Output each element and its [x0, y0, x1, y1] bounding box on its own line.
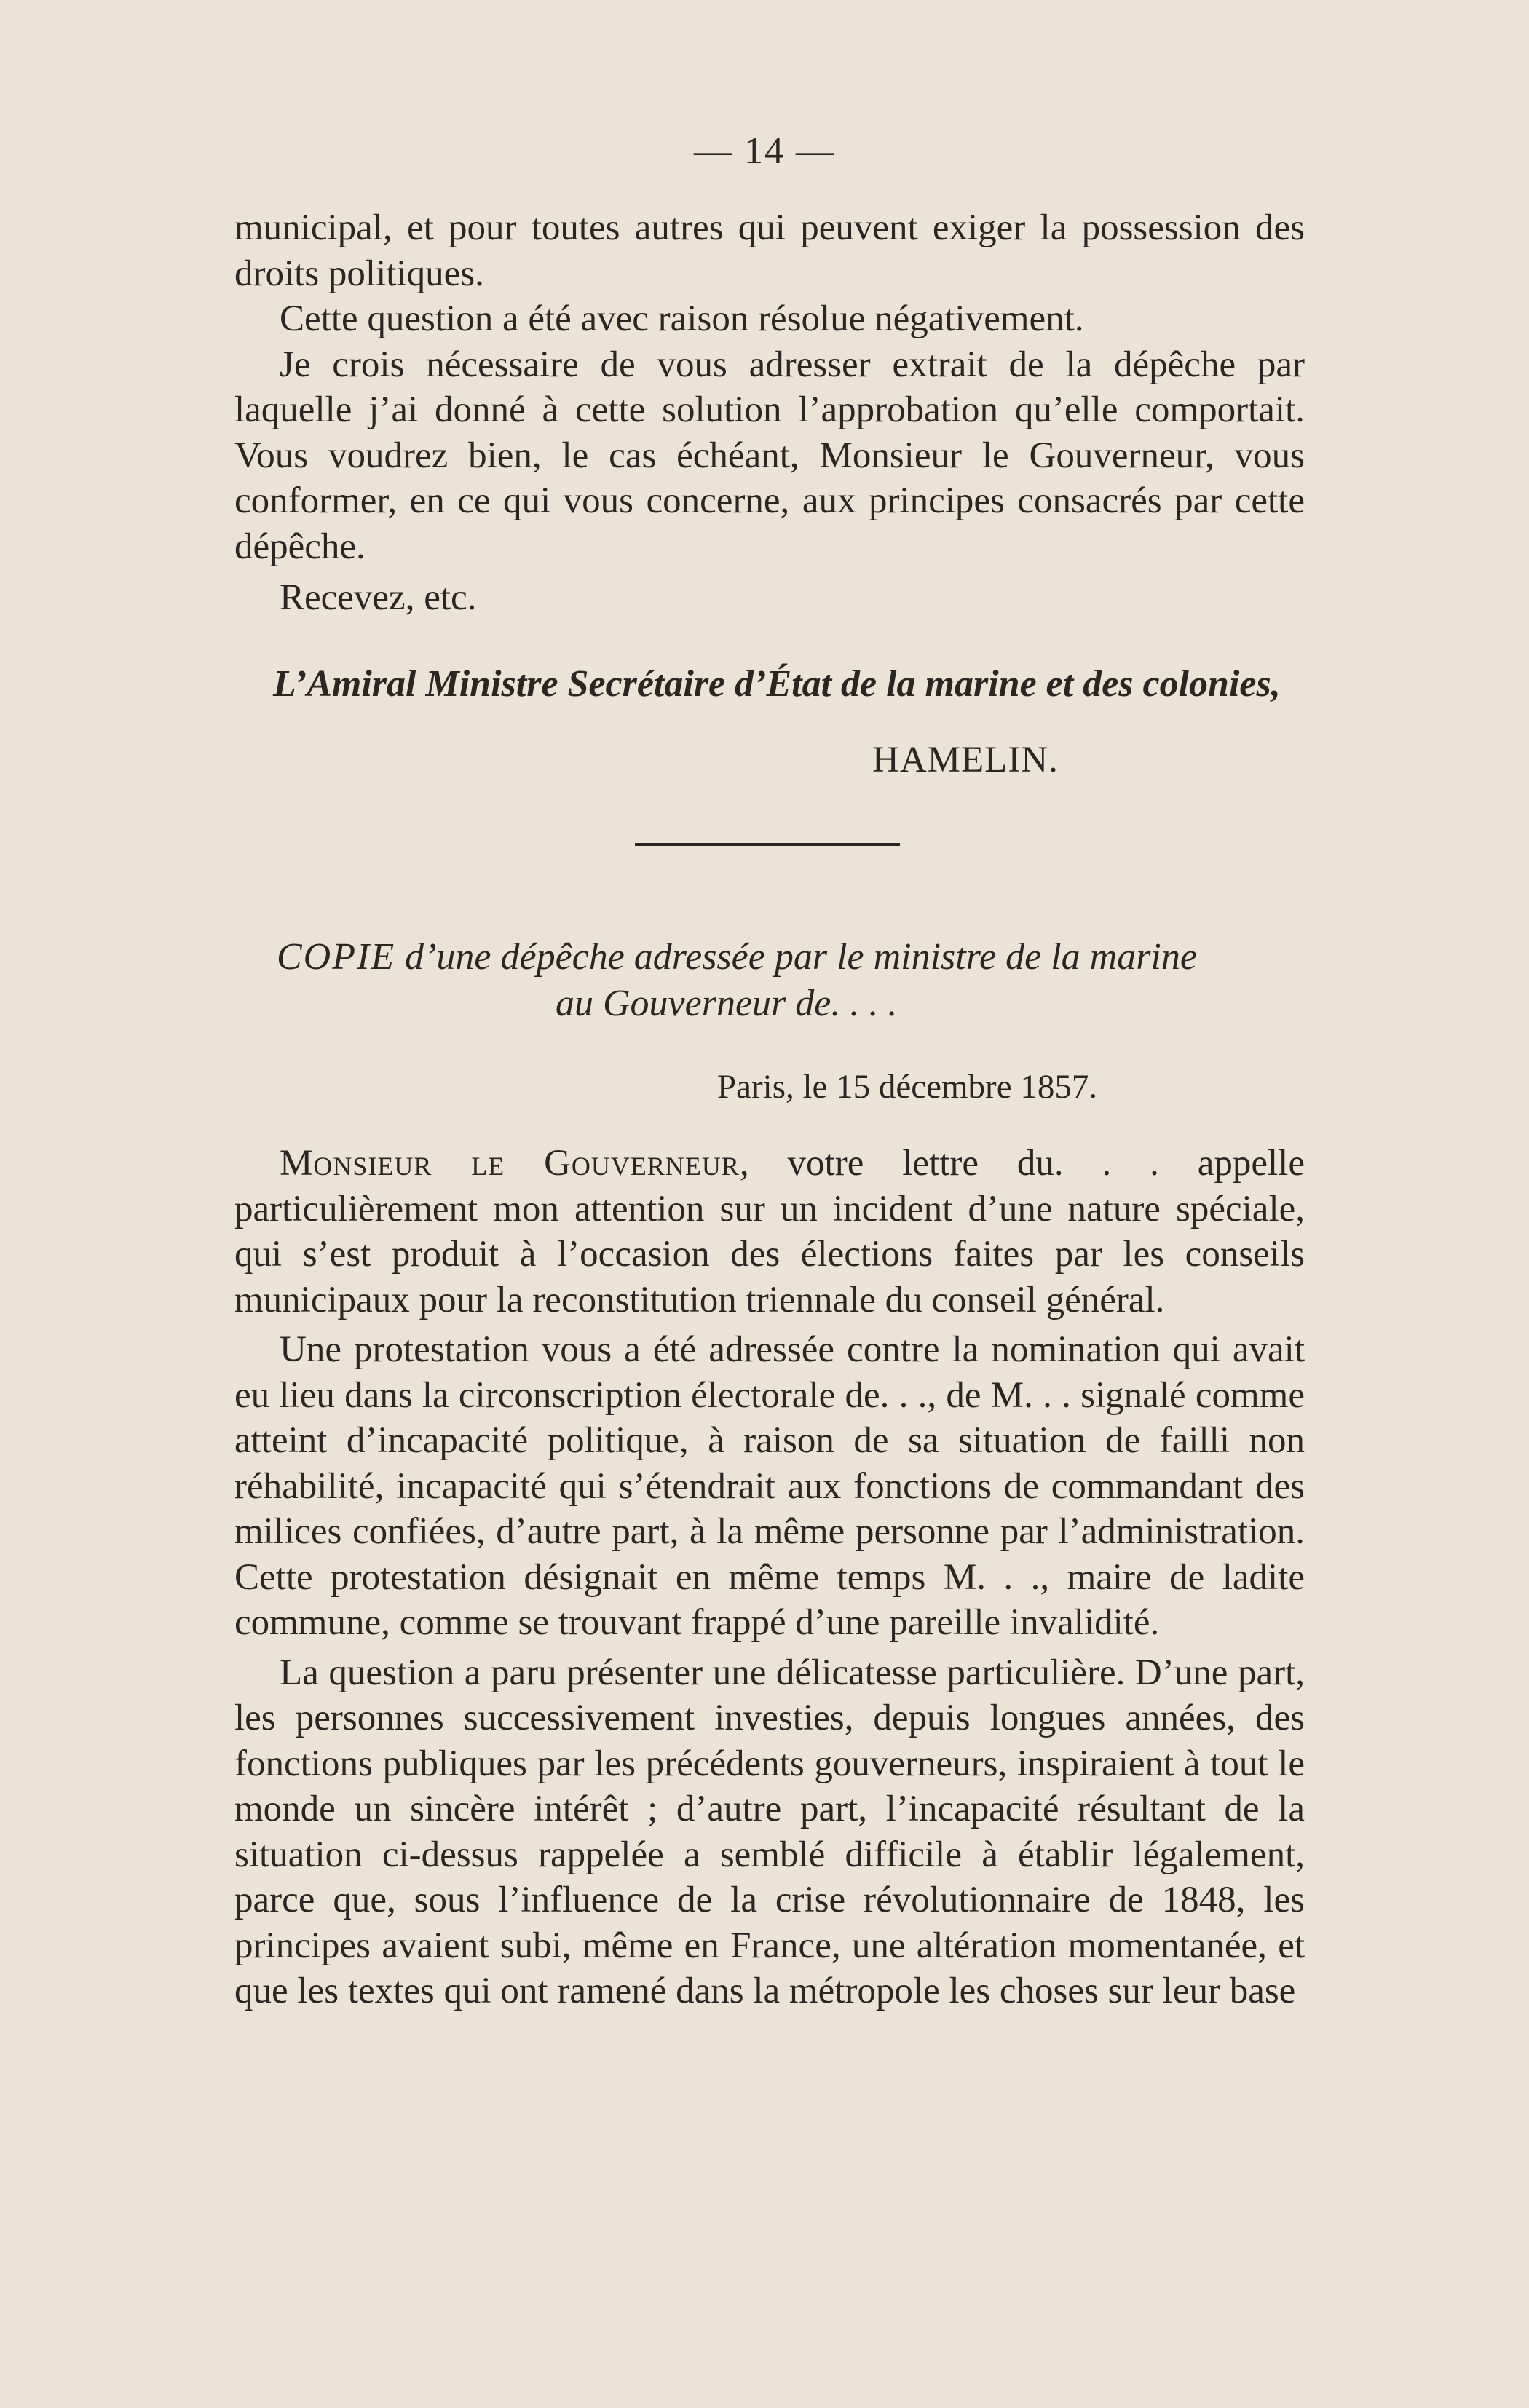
dateline: Paris, le 15 décembre 1857.: [717, 1068, 1098, 1106]
page-number: — 14 —: [694, 130, 835, 172]
salutation: Monsieur le Gouverneur: [280, 1143, 740, 1184]
section-divider: [635, 843, 900, 846]
copy-heading: [277, 934, 1311, 1027]
top-text-block: [234, 205, 1305, 621]
copy-heading-word: COPIE: [277, 936, 396, 978]
copy-heading-line1: d’une dépêche adressée par le ministre de la marine: [395, 936, 1197, 978]
paragraph: Je crois nécessaire de vous adresser extrait de la dépêche par laquelle j’ai donné à cette solution l’approbation qu’elle comportait. Vous voudrez bien, le cas échéant, Monsieur le Gouverneur, vous conformer, en ce qui vous concerne, aux principes consacrés par cette dépêche.: [234, 344, 1305, 567]
signature-name: HAMELIN.: [872, 740, 1059, 780]
letter-body: [234, 1141, 1305, 2014]
paragraph: municipal, et pour toutes autres qui peuvent exiger la possession des droits politiques.: [234, 207, 1305, 294]
paragraph: Une protestation vous a été adressée contre la nomination qui avait eu lieu dans la circonscription électorale de. . ., de M. . . signalé comme atteint d’incapacité politique, à raison de sa situation de failli non réhabilité, incapacité qui s’étendrait aux fonctions de commandant des milices confiées, d’autre part, à la même personne par l’administration. Cette protestation désignait en même temps M. . ., maire de ladite commune, comme se trouvant frappé d’une pareille invalidité.: [234, 1329, 1305, 1643]
paragraph: Cette question a été avec raison résolue négativement.: [280, 298, 1084, 339]
paragraph: [234, 1141, 1305, 1323]
paragraph-text: , votre lettre du. . . appelle particulièrement mon attention sur un incident d’une nature spéciale, qui s’est produit à l’occasion des élections faites par les conseils municipaux pour la reconstitution triennale du conseil général.: [234, 1143, 1305, 1320]
paragraph: Recevez, etc.: [280, 577, 477, 618]
copy-heading-line2: au Gouverneur de. . . .: [556, 983, 898, 1024]
signature-title: L’Amiral Ministre Secrétaire d’État de la marine et des colonies,: [273, 663, 1281, 705]
paragraph: La question a paru présenter une délicatesse particulière. D’une part, les personnes successivement investies, depuis longues années, des fonctions publiques par les précédents gouverneurs, inspiraient à tout le monde un sincère intérêt ; d’autre part, l’incapacité résultant de la situation ci-dessus rappelée a semblé difficile à établir légalement, parce que, sous l’influence de la crise révolutionnaire de 1848, les principes avaient subi, même en France, une altération momentanée, et que les textes qui ont ramené dans la métropole les choses sur leur base: [234, 1652, 1305, 2011]
